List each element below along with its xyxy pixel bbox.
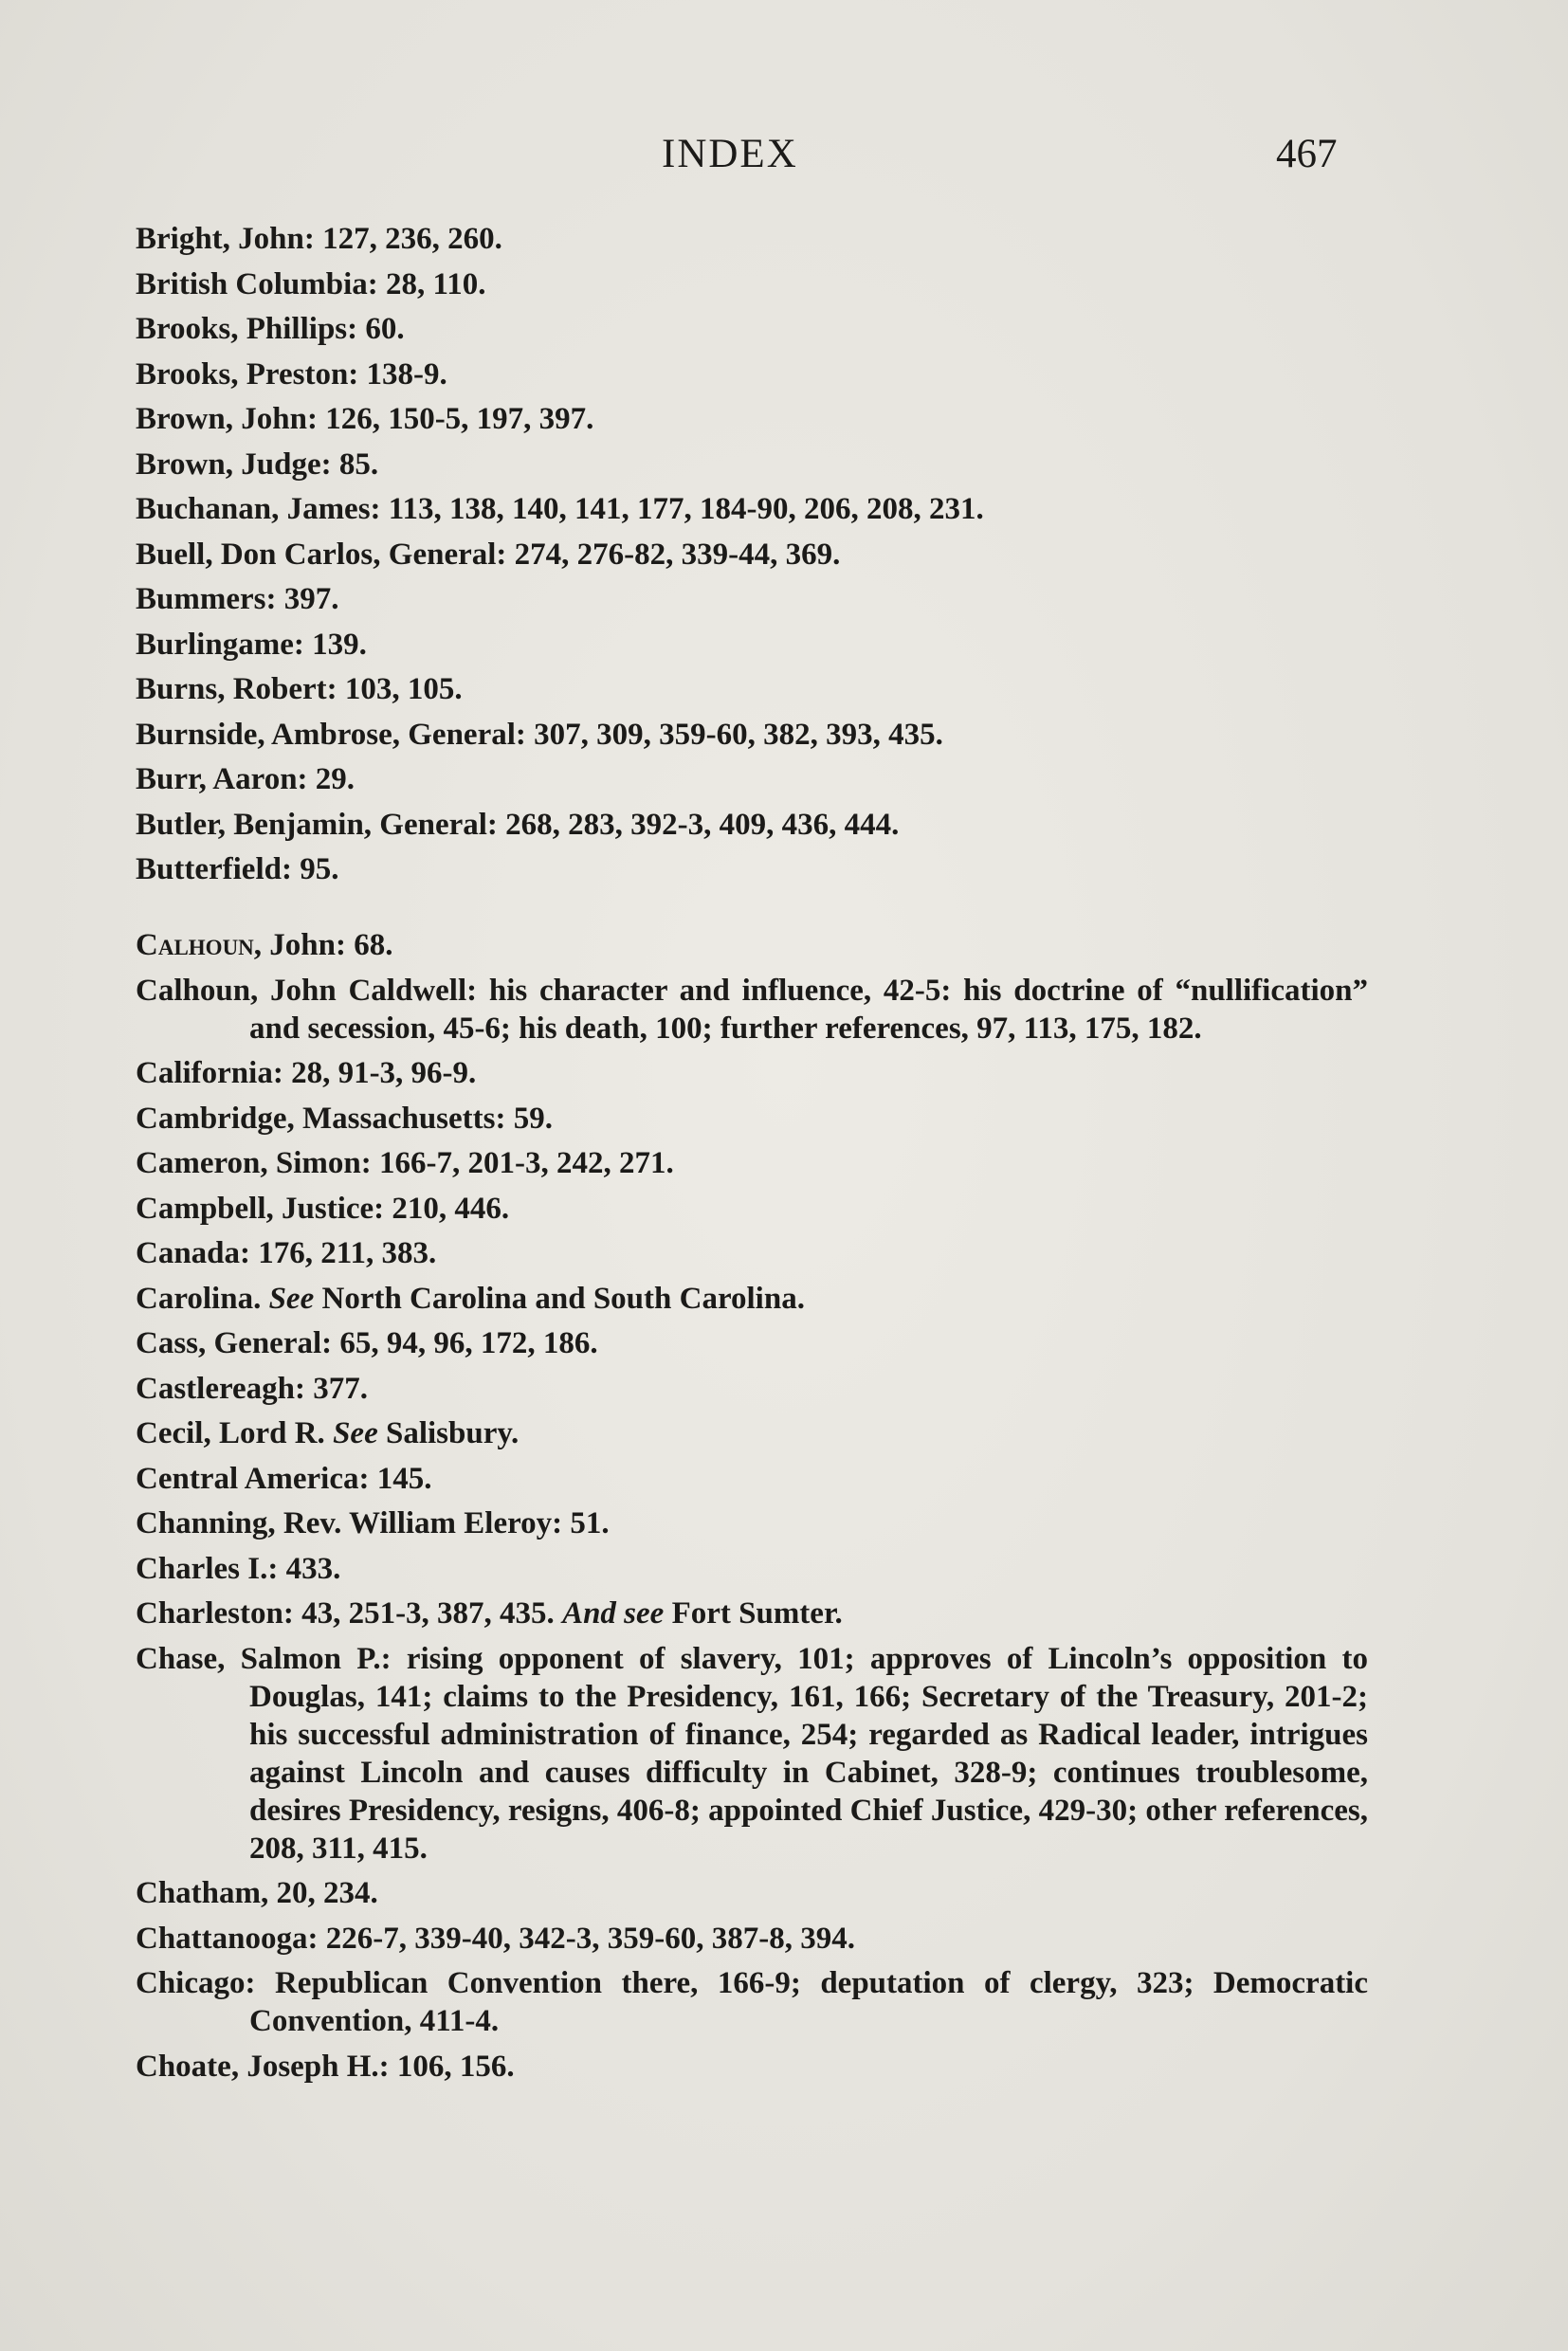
- index-entry-canada: Canada: 176, 211, 383.: [136, 1236, 437, 1270]
- index-entry-cass-general: Cass, General: 65, 94, 96, 172, 186.: [136, 1326, 598, 1360]
- index-entry-cecil-lord-r: Cecil, Lord R. See Salisbury.: [136, 1416, 520, 1450]
- index-entry-cambridge: Cambridge, Massachusetts: 59.: [136, 1101, 553, 1136]
- index-entry-bummers: Bummers: 397.: [136, 582, 339, 616]
- index-entry-buchanan-james: Buchanan, James: 113, 138, 140, 141, 177, 184-90, 206, 208, 231.: [136, 492, 984, 526]
- index-entry-butterfield: Butterfield: 95.: [136, 852, 339, 886]
- index-entry-bright-john: Bright, John: 127, 236, 260.: [136, 222, 502, 256]
- index-entry-burlingame: Burlingame: 139.: [136, 627, 367, 662]
- page-number: 467: [1276, 132, 1338, 176]
- index-entry-chase-salmon: Chase, Salmon P.: rising opponent of slavery, 101; approves of Lincoln’s opposition to Douglas, 141; claims to the Presidency, 161, 166; Secretary of the Treasury, 201-2; his successful administration of finance, 254; regarded as Radical leader, intrigues against Lincoln and causes difficulty in Cabinet, 328-9; continues troublesome, desires Presidency, resigns, 406-8; appointed Chief Justice, 429-30; other references, 208, 311, 415.: [136, 1641, 1368, 1866]
- index-entry-channing-william: Channing, Rev. William Eleroy: 51.: [136, 1506, 610, 1540]
- running-head: [0, 131, 1568, 188]
- index-entry-campbell-justice: Campbell, Justice: 210, 446.: [136, 1191, 510, 1226]
- index-entry-brooks-phillips: Brooks, Phillips: 60.: [136, 312, 405, 346]
- index-entry-calhoun-john: Calhoun, John: 68.: [136, 928, 393, 962]
- index-entry-choate-joseph: Choate, Joseph H.: 106, 156.: [136, 2049, 515, 2084]
- index-entry-burns-robert: Burns, Robert: 103, 105.: [136, 672, 463, 706]
- index-entry-castlereagh: Castlereagh: 377.: [136, 1371, 369, 1406]
- index-entry-buell-don-carlos: Buell, Don Carlos, General: 274, 276-82, 339-44, 369.: [136, 537, 841, 572]
- index-entry-chattanooga: Chattanooga: 226-7, 339-40, 342-3, 359-60, 387-8, 394.: [136, 1921, 855, 1956]
- index-entry-carolina: Carolina. See North Carolina and South Carolina.: [136, 1281, 805, 1316]
- index-entry-calhoun-john-caldwell: Calhoun, John Caldwell: his character and influence, 42-5: his doctrine of “nullification” and secession, 45-6; his death, 100; further references, 97, 113, 175, 182.: [136, 973, 1368, 1046]
- index-entry-brown-john: Brown, John: 126, 150-5, 197, 397.: [136, 402, 594, 436]
- index-entry-british-columbia: British Columbia: 28, 110.: [136, 266, 486, 301]
- index-entry-cameron-simon: Cameron, Simon: 166-7, 201-3, 242, 271.: [136, 1146, 674, 1180]
- index-list: [136, 220, 1368, 2092]
- index-entry-central-america: Central America: 145.: [136, 1461, 432, 1496]
- index-entry-chicago: Chicago: Republican Convention there, 166-9; deputation of clergy, 323; Democratic Convention, 411-4.: [136, 1966, 1368, 2038]
- index-entry-charleston: Charleston: 43, 251-3, 387, 435. And see Fort Sumter.: [136, 1596, 843, 1631]
- index-entry-brown-judge: Brown, Judge: 85.: [136, 447, 379, 482]
- index-entry-charles-i: Charles I.: 433.: [136, 1551, 341, 1586]
- index-entry-brooks-preston: Brooks, Preston: 138-9.: [136, 356, 447, 392]
- index-entry-california: California: 28, 91-3, 96-9.: [136, 1056, 477, 1090]
- page-title: INDEX: [662, 132, 798, 176]
- index-entry-burnside-ambrose: Burnside, Ambrose, General: 307, 309, 359-60, 382, 393, 435.: [136, 717, 943, 752]
- index-entry-butler-benjamin: Butler, Benjamin, General: 268, 283, 392-3, 409, 436, 444.: [136, 807, 900, 842]
- index-entry-burr-aaron: Burr, Aaron: 29.: [136, 762, 356, 796]
- index-entry-chatham: Chatham, 20, 234.: [136, 1876, 378, 1910]
